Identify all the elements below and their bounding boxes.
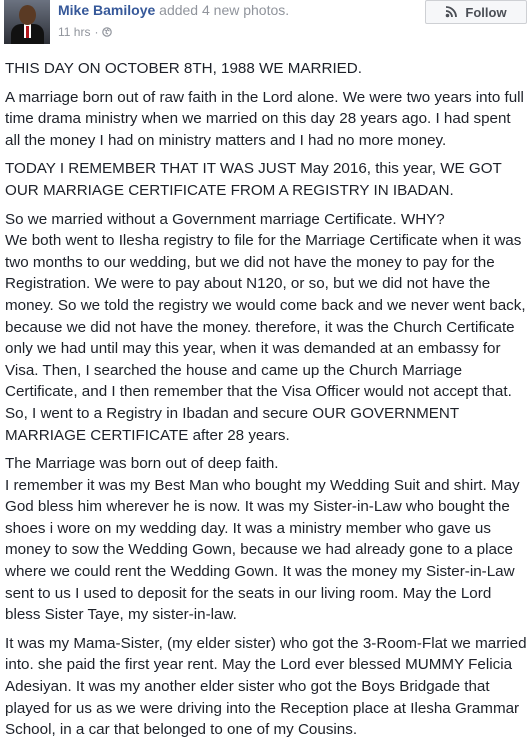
post-action-text: added 4 new photos. [159, 2, 290, 18]
post-timestamp[interactable]: 11 hrs [58, 25, 91, 39]
follow-button[interactable] [425, 0, 527, 24]
author-name-link[interactable]: Mike Bamiloye [58, 2, 156, 18]
meta-separator: · [94, 25, 99, 39]
post-paragraph: THIS DAY ON OCTOBER 8TH, 1988 WE MARRIED. [5, 60, 362, 77]
post-paragraph: A marriage born out of raw faith in the Lord alone. We were two years into full time drama ministry when we married on this day 28 years ago. I had spent all the money I had on ministry matters and I had no more money. [5, 88, 524, 149]
post-paragraph: TODAY I REMEMBER THAT IT WAS JUST May 2016, this year, WE GOT OUR MARRIAGE CERTIFICATE FROM A REGISTRY IN IBADAN. [5, 160, 502, 199]
follow-label: Follow [465, 4, 507, 20]
post-meta [58, 25, 112, 39]
post-body [5, 58, 527, 748]
author-avatar[interactable] [4, 0, 50, 44]
post-title [58, 2, 289, 18]
globe-icon[interactable] [102, 27, 112, 37]
post-paragraph: The Marriage was born out of deep faith. I remember it was my Best Man who bought my Wedding Suit and shirt. May God bless him wherever he is now. It was my Sister-in-Law who bought the shoes i wore on my wedding day. It was a ministry member who gave us money to sow the Wedding Gown, because we had already gone to a place where we could rent the Wedding Gown. It was the money my Sister-in-Law sent to us I used to deposit for the seats in our living room. May the Lord bless Sister Taye, my sister-in-law. [5, 455, 520, 624]
post-header [0, 0, 531, 50]
rss-icon [445, 6, 459, 18]
post-paragraph: So we married without a Government marriage Certificate. WHY? We both went to Ilesha registry to file for the Marriage Certificate when it was two months to our wedding, but we did not have the money to pay for the Registration. We were to pay about N120, or so, but we did not have the money. So we told the registry we would come back and we never went back, because we did not have the money. therefore, it was the Church Certificate only we had until may this year, when it was demanded at an embassy for Visa. Then, I searched the house and came up the Church Marriage Certificate, and I then remember that the Visa Officer would not accept that. So, I went to a Registry in Ibadan and secure OUR GOVERNMENT MARRIAGE CERTIFICATE after 28 years. [5, 210, 526, 444]
post-paragraph: It was my Mama-Sister, (my elder sister) who got the 3-Room-Flat we married into. she paid the first year rent. May the Lord ever blessed MUMMY Felicia Adesiyan. It was my another elder sister who got the Boys Bridgade that played for us as we were driving into the Reception place at Ilesha Grammar School, in a car that belonged to one of my Cousins. [5, 634, 527, 739]
